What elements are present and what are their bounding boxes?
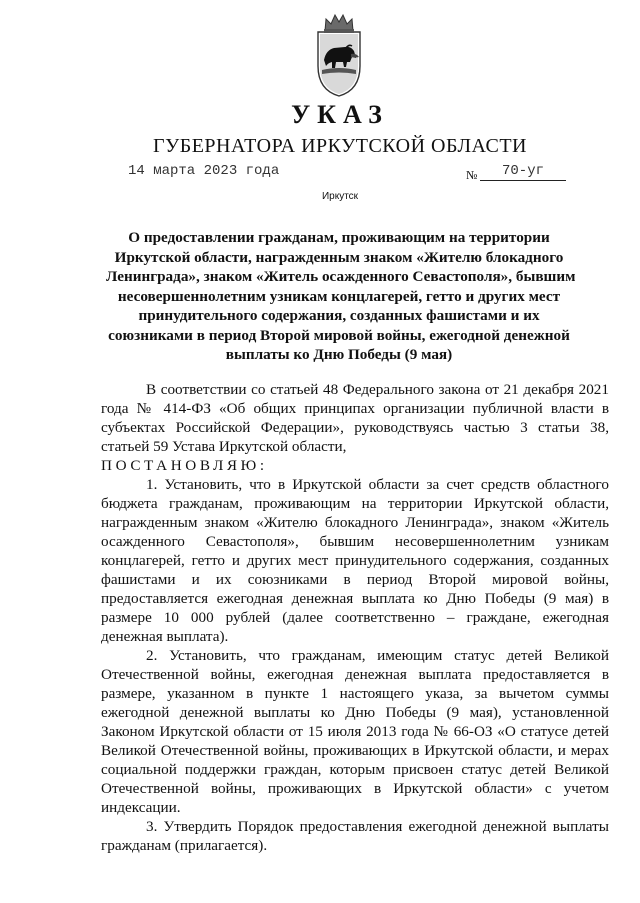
- heading-line: О предоставлении гражданам, проживающим на территории: [128, 229, 550, 246]
- decree-number: 70-уг: [480, 163, 566, 181]
- city-label: Иркутск: [321, 191, 359, 202]
- item-3-paragraph: 3. Утвердить Порядок предоставления ежегодной денежной выплаты гражданам (прилагается).: [101, 818, 609, 854]
- number-sign: №: [466, 168, 478, 182]
- irkutsk-coat-of-arms-icon: [314, 10, 364, 98]
- document-subtitle: ГУБЕРНАТОРА ИРКУТСКОЙ ОБЛАСТИ: [153, 135, 527, 157]
- decree-heading: [106, 228, 576, 365]
- item-1-paragraph: 1. Установить, что в Иркутской области за счет средств областного бюджета гражданам, проживающим на территории Иркутской области, награжденным знаком «Жителю блокадного Ленинграда», знаком «Житель осажденного Севастополя», бывшим несовершеннолетним узникам концлагерей, гетто и других мест принудительного содержания, созданных фашистами и их союзниками в период Второй мировой войны, предоставляется ежегодная денежная выплата ко Дню Победы (9 мая) в размере 10 000 рублей (далее соответственно – граждане, ежегодная денежная выплата).: [101, 476, 609, 645]
- item-2-paragraph: 2. Установить, что гражданам, имеющим статус детей Великой Отечественной войны, ежегодная денежная выплата предоставляется в размере, указанном в пункте 1 настоящего указа, за вычетом суммы ежегодной денежной выплаты ко Дню Победы (9 мая), установленной Законом Иркутской области от 15 июля 2013 года № 66-ОЗ «О статусе детей Великой Отечественной войны, проживающих в Иркутской области, и мерах социальной поддержки граждан, которым присвоен статус детей Великой Отечественной войны, проживающих в Иркутской области» с учетом индексации.: [101, 647, 609, 816]
- decree-date: 14 марта 2023 года: [128, 163, 280, 179]
- resolves-heading: ПОСТАНОВЛЯЮ:: [101, 457, 268, 474]
- heading-line: Иркутской области, награжденным знаком «Жителю блокадного: [114, 248, 564, 266]
- heading-line: союзниками в период Второй мировой войны, ежегодной денежной: [108, 326, 570, 344]
- heading-line: несовершеннолетним узникам концлагерей, гетто и других мест: [117, 287, 561, 305]
- preamble-paragraph: В соответствии со статьей 48 Федерального закона от 21 декабря 2021 года № 414-ФЗ «Об общих принципах организации публичной власти в субъектах Российской Федерации», руководствуясь частью 3 статьи 38, статьей 59 Устава Иркутской области,: [101, 381, 609, 455]
- heading-line: выплаты ко Дню Победы (9 мая): [225, 346, 453, 363]
- heading-line: Ленинграда», знаком «Житель осажденного Севастополя», бывшим: [106, 268, 576, 285]
- decree-body: [101, 380, 609, 855]
- document-title: УКАЗ: [291, 100, 389, 129]
- heading-line: принудительного содержания, созданных фашистами и их: [138, 307, 540, 324]
